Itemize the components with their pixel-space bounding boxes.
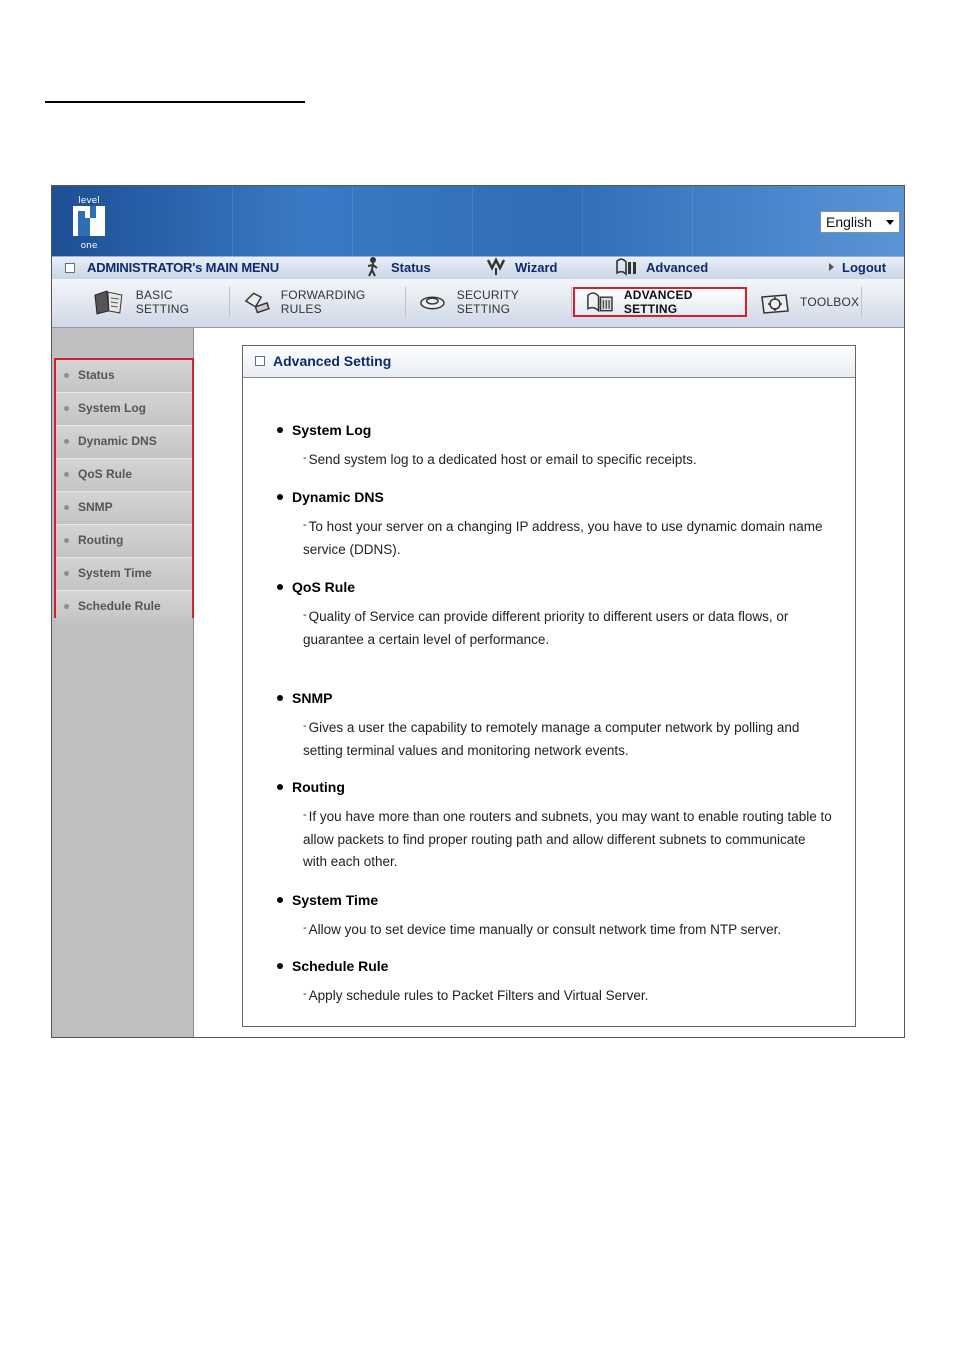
bullet-dot-icon: [64, 439, 69, 444]
sidebar-item-dynamic-dns[interactable]: [56, 426, 192, 459]
sidebar-item-status[interactable]: [56, 360, 192, 393]
wizard-link[interactable]: Wizard: [515, 260, 558, 275]
svg-text:one: one: [80, 241, 98, 250]
tab-label: BASIC SETTING: [135, 288, 190, 316]
entry-description: - Quality of Service can provide different priority to different users or data flows, or guarantee a certain level of performance.: [303, 609, 789, 647]
tab-label: TOOLBOX: [800, 295, 860, 309]
advanced-setting-icon: [585, 289, 616, 315]
sidebar-item-label: Status: [78, 368, 115, 382]
sidebar-item-schedule-rule[interactable]: [56, 591, 192, 623]
entry-description-text: To host your server on a changing IP address, you have to use dynamic domain name service (DDNS).: [303, 519, 823, 557]
tab-advanced-setting[interactable]: [573, 287, 747, 317]
sidebar-item-system-time[interactable]: [56, 558, 192, 591]
caret-right-icon: [828, 262, 836, 272]
main-tab-bar: [52, 279, 904, 328]
entry-title: System Time: [292, 892, 379, 908]
bullet-icon: [277, 784, 283, 790]
entry-description: - If you have more than one routers and subnets, you may want to enable routing table to allow packets to find proper routing path and allow different subnets to communicate with each other.: [303, 809, 832, 869]
entry-title: SNMP: [292, 690, 333, 706]
svg-text:level: level: [78, 196, 100, 206]
entry-description-text: Gives a user the capability to remotely manage a computer network by polling and setting terminal values and monitoring network events.: [303, 720, 800, 758]
sidebar-menu: [54, 358, 194, 618]
bullet-dot-icon: [64, 538, 69, 543]
bullet-icon: [277, 963, 283, 969]
bullet-icon: [277, 584, 283, 590]
advanced-setting-panel: [242, 345, 856, 1027]
chevron-down-icon: [886, 220, 894, 225]
language-select[interactable]: [820, 211, 900, 233]
sidebar-item-label: Schedule Rule: [78, 599, 161, 613]
tab-security-setting[interactable]: [410, 287, 572, 317]
bullet-dot-icon: [64, 604, 69, 609]
tab-label: SECURITY SETTING: [456, 288, 519, 316]
bullet-icon: [277, 897, 283, 903]
square-bullet-icon: [65, 263, 75, 273]
forwarding-icon: [242, 289, 273, 315]
entry-description: - To host your server on a changing IP address, you have to use dynamic domain name service (DDNS).: [303, 519, 823, 557]
sidebar-item-system-log[interactable]: [56, 393, 192, 426]
sidebar-item-label: QoS Rule: [78, 467, 133, 481]
bullet-icon: [277, 427, 283, 433]
tab-forwarding-rules[interactable]: [234, 287, 406, 317]
sidebar-item-label: Routing: [78, 533, 124, 547]
entry-title: System Log: [292, 422, 372, 438]
levelone-logo: [69, 194, 109, 250]
entry-title: QoS Rule: [292, 579, 356, 595]
header-banner: [52, 186, 904, 256]
entry-description: - Apply schedule rules to Packet Filters and Virtual Server.: [303, 988, 649, 1003]
entry-title: Dynamic DNS: [292, 489, 384, 505]
document-heading-underline: [45, 101, 305, 103]
entry-description: - Allow you to set device time manually or consult network time from NTP server.: [303, 922, 782, 937]
panel-title: Advanced Setting: [273, 353, 392, 369]
bullet-dot-icon: [64, 373, 69, 378]
status-link[interactable]: Status: [391, 260, 431, 275]
language-value: English: [826, 214, 872, 230]
sidebar-item-label: System Log: [78, 401, 147, 415]
status-icon: [360, 256, 382, 278]
sidebar-item-routing[interactable]: [56, 525, 192, 558]
bullet-dot-icon: [64, 505, 69, 510]
router-admin-window: [51, 185, 905, 1038]
sidebar-item-label: SNMP: [78, 500, 113, 514]
entry-description-text: Quality of Service can provide different priority to different users or data flows, or guarantee a certain level of performance.: [303, 609, 789, 647]
entry-description-text: Send system log to a dedicated host or email to specific receipts.: [308, 452, 697, 467]
tab-basic-setting[interactable]: [86, 287, 230, 317]
admin-menu-bar: [52, 256, 904, 280]
bullet-dot-icon: [64, 472, 69, 477]
bullet-dot-icon: [64, 406, 69, 411]
sidebar-item-snmp[interactable]: [56, 492, 192, 525]
advanced-link[interactable]: Advanced: [646, 260, 709, 275]
book-icon: [92, 289, 128, 315]
sidebar-item-qos-rule[interactable]: [56, 459, 192, 492]
sidebar-item-label: Dynamic DNS: [78, 434, 157, 448]
panel-header: [243, 346, 855, 378]
entry-description-text: Apply schedule rules to Packet Filters and Virtual Server.: [308, 988, 649, 1003]
sidebar-item-label: System Time: [78, 566, 152, 580]
entry-description-text: If you have more than one routers and subnets, you may want to enable routing table to allow packets to find proper routing path and allow different subnets to communicate with each other.: [303, 809, 832, 869]
toolbox-icon: [758, 289, 792, 315]
bullet-icon: [277, 494, 283, 500]
admin-menu-title: ADMINISTRATOR's MAIN MENU: [87, 260, 279, 275]
tab-label: FORWARDING RULES: [280, 288, 366, 316]
bullet-dot-icon: [64, 571, 69, 576]
entry-description: - Send system log to a dedicated host or email to specific receipts.: [303, 452, 697, 467]
advanced-icon: [614, 256, 642, 278]
bullet-icon: [277, 695, 283, 701]
entry-title: Routing: [292, 779, 345, 795]
wizard-icon: [485, 256, 507, 278]
tab-toolbox[interactable]: [752, 287, 862, 317]
tab-label: ADVANCED SETTING: [623, 288, 693, 316]
logout-link[interactable]: Logout: [842, 260, 887, 275]
security-icon: [418, 289, 449, 315]
entry-description-text: Allow you to set device time manually or consult network time from NTP server.: [308, 922, 782, 937]
square-bullet-icon: [255, 356, 265, 366]
sidebar: [52, 328, 194, 1037]
entry-title: Schedule Rule: [292, 958, 389, 974]
entry-description: - Gives a user the capability to remotely manage a computer network by polling and setting terminal values and monitoring network events.: [303, 720, 800, 758]
